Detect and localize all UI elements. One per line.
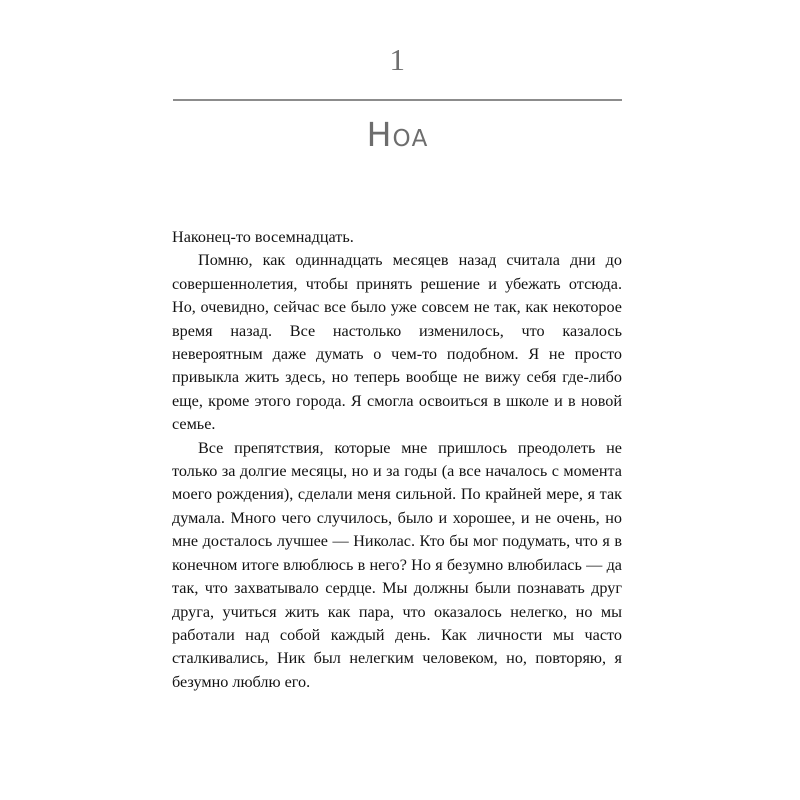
chapter-title: Ноа [366, 115, 429, 154]
paragraph: Все препятствия, которые мне пришлось преодолеть не только за долгие месяцы, но и за годы (а все началось с момента моего рождения), сделали меня сильной. По крайней мере, я так думала. Много чего случилось, было и хорошее, и не очень, но мне досталось лучшее — Николас. Кто бы мог подумать, что я в конечном итоге влюблюсь в него? Но я безумно влюбилась — да так, что захватывало сердце. Мы должны были познавать друг друга, учиться жить как пара, что оказалось нелегко, но мы работали над собой каждый день. Как личности мы часто сталкивались, Ник был нелегким человеком, но, повторяю, я безумно люблю его. [172, 438, 622, 691]
paragraph: Наконец-то восемнадцать. [172, 228, 354, 246]
chapter-heading [173, 40, 622, 157]
paragraph: Помню, как одиннадцать месяцев назад считала дни до совершеннолетия, чтобы принять решение и убежать отсюда. Но, очевидно, сейчас все было уже совсем не так, как некоторое время назад. Все настолько изменилось, что казалось невероятным даже думать о чем-то подобном. Я не просто привыкла жить здесь, но теперь вообще не вижу себя где-либо еще, кроме этого города. Я смогла освоиться в школе и в новой семье. [172, 251, 622, 434]
chapter-divider-rule [173, 99, 622, 101]
body-text-block [172, 226, 622, 694]
chapter-number: 1 [389, 42, 406, 77]
